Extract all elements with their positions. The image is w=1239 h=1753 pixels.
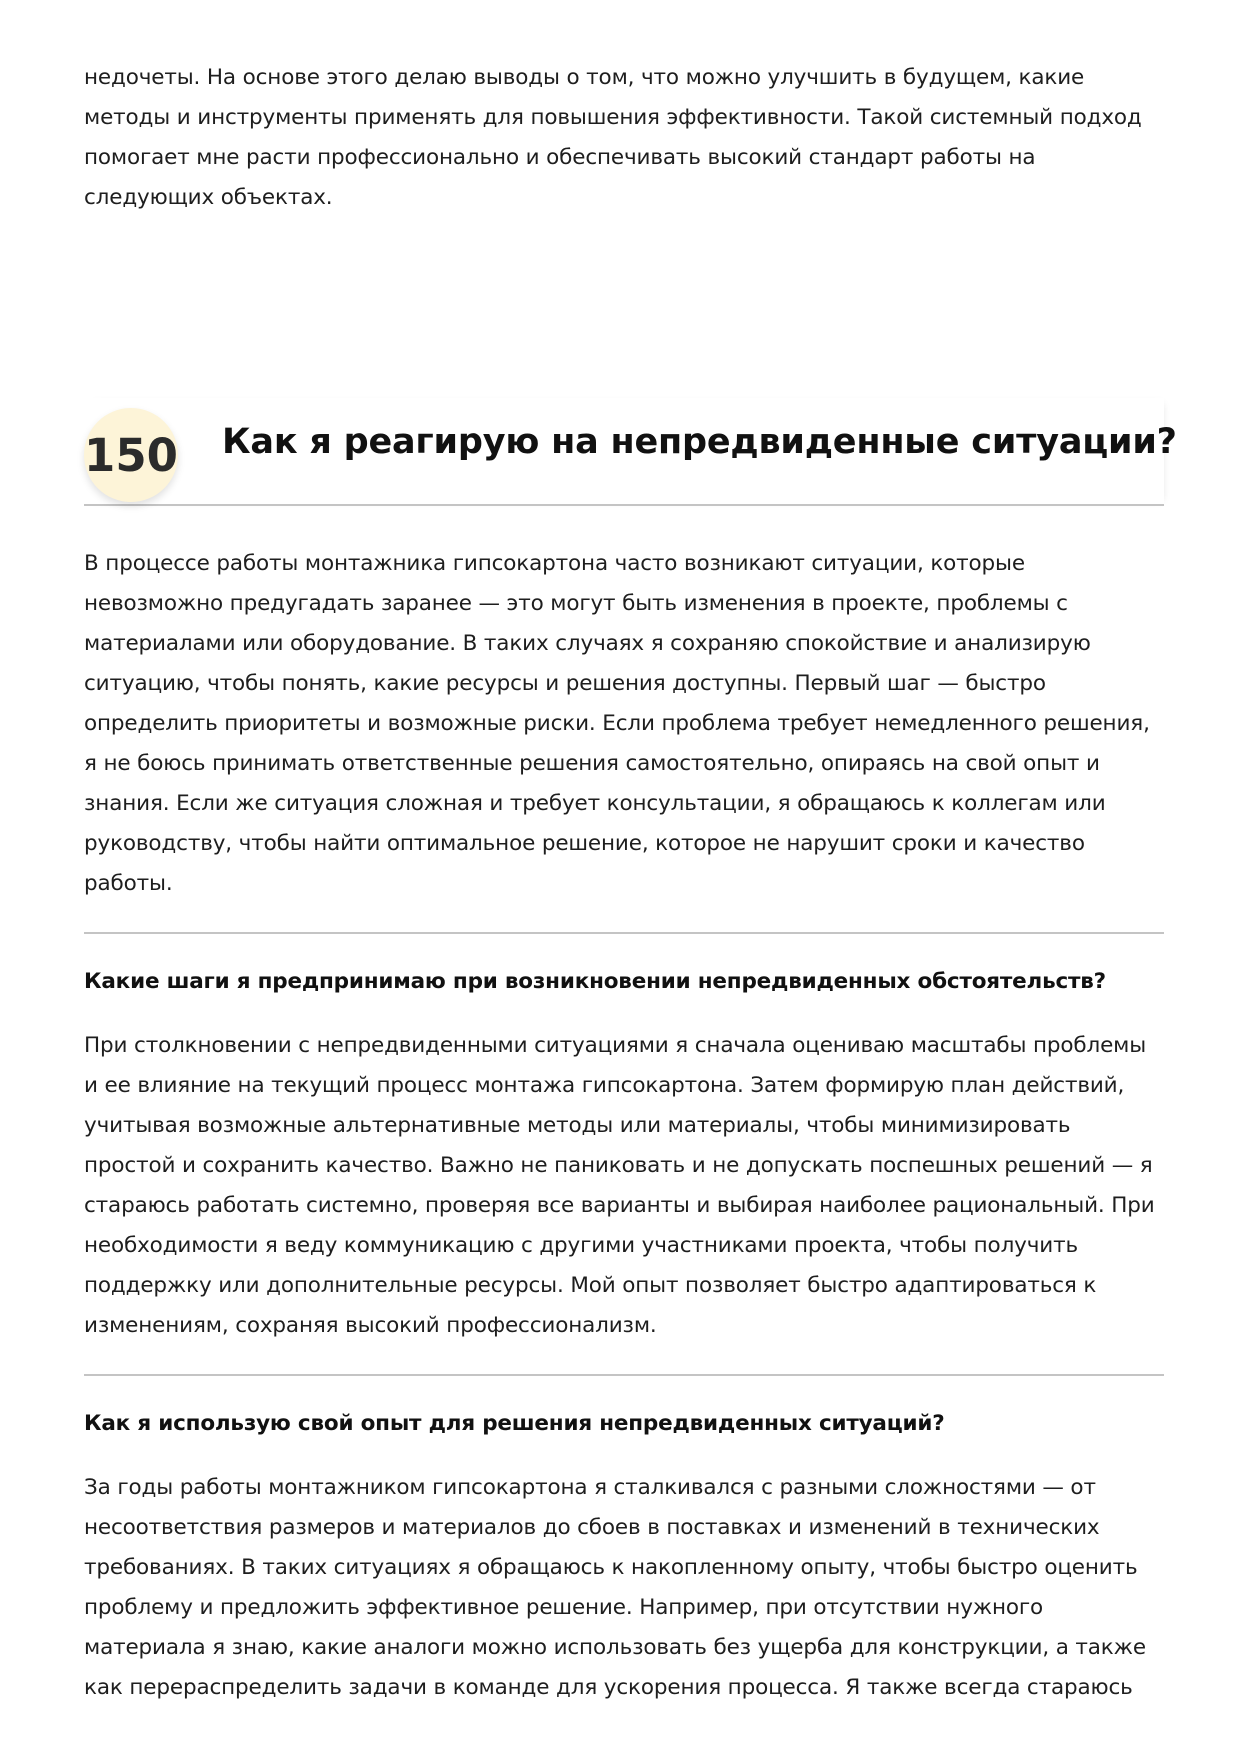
section-number-badge: 150 [84, 408, 178, 502]
answer-paragraph: За годы работы монтажником гипсокартона я сталкивался с разными сложностями — от несоответствия размеров и материалов до сбоев в поставках и изменений в технических требованиях. В таких ситуациях я обращаюсь к накопленному опыту, чтобы быстро оценить проблему и предложить эффективное решение. Например, при отсутствии нужного материала я знаю, какие аналоги можно использовать без ущерба для конструкции, а также как перераспределить задачи в команде для ускорения процесса. Я также всегда стараюсь [84, 1475, 1146, 1700]
section-body [84, 506, 1164, 904]
divider [84, 932, 1164, 934]
section-title: Как я реагирую на непредвиденные ситуации? [222, 422, 1177, 462]
divider [84, 1374, 1164, 1376]
section-body-paragraph: В процессе работы монтажника гипсокартона часто возникают ситуации, которые невозможно предугадать заранее — это могут быть изменения в проекте, проблемы с материалами или оборудование. В таких случаях я сохраняю спокойствие и анализирую ситуацию, чтобы понять, какие ресурсы и решения доступны. Первый шаг — быстро определить приоритеты и возможные риски. Если проблема требует немедленного решения, я не боюсь принимать ответственные решения самостоятельно, опираясь на свой опыт и знания. Если же ситуация сложная и требует консультации, я обращаюсь к коллегам или руководству, чтобы найти оптимальное решение, которое не нарушит сроки и качество работы. [84, 551, 1150, 896]
document-page [84, 58, 1177, 1708]
answer-paragraph: При столкновении с непредвиденными ситуациями я сначала оцениваю масштабы проблемы и ее влияние на текущий процесс монтажа гипсокартона. Затем формирую план действий, учитывая возможные альтернативные методы или материалы, чтобы минимизировать простой и сохранить качество. Важно не паниковать и не допускать поспешных решений — я стараюсь работать системно, проверяя все варианты и выбирая наиболее рациональный. При необходимости я веду коммуникацию с другими участниками проекта, чтобы получить поддержку или дополнительные ресурсы. Мой опыт позволяет быстро адаптироваться к изменениям, сохраняя высокий профессионализм. [84, 1033, 1155, 1338]
intro-paragraph: недочеты. На основе этого делаю выводы о том, что можно улучшить в будущем, какие методы и инструменты применять для повышения эффективности. Такой системный подход помогает мне расти профессионально и обеспечивать высокий стандарт работы на следующих объектах. [84, 65, 1142, 210]
section-header [84, 398, 1177, 506]
question-heading: Как я использую свой опыт для решения непредвиденных ситуаций? [84, 1411, 945, 1436]
question-heading: Какие шаги я предпринимаю при возникновении непредвиденных обстоятельств? [84, 969, 1106, 994]
